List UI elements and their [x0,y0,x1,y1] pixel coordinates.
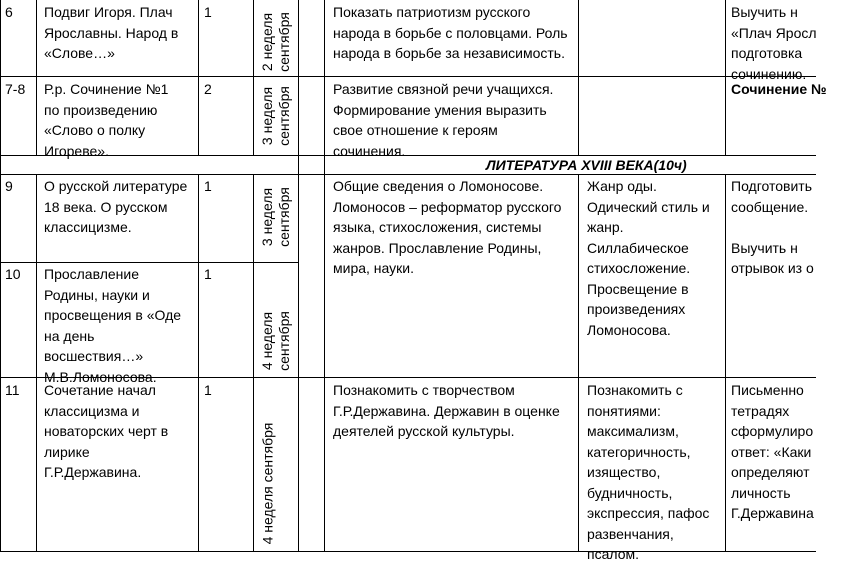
column-border [36,174,37,552]
homework: Подготовить сообщение. Выучить н отрывок из о [731,178,814,276]
row-border [0,174,816,175]
lesson-goal: Общие сведения о Ломоносове. Ломоносов – реформатор русского языка, стихосложения, системы жанров. Прославление Родины, мира, науки. [333,178,562,276]
column-border [253,0,254,156]
lesson-topic: Сочетание начал классицизма и новаторских черт в лирике Г.Р.Державина. [44,382,169,480]
hours-count: 1 [204,178,212,194]
hours-count: 1 [204,266,212,282]
homework: Письменно тетрадях сформулиро ответ: «Каки определяют личность Г.Державина [731,382,814,521]
column-border [324,0,325,552]
hours-count: 2 [204,81,212,97]
theory-concepts: Жанр оды. Одический стиль и жанр. Силлабическое стихосложение. Просвещение в произведениях Ломоносова. [587,178,710,338]
column-border [198,174,199,552]
column-border [298,0,299,552]
lesson-goal: Развитие связной речи учащихся. Формирование умения выразить свое отношение к героям сочинения. [333,81,554,159]
lesson-topic: Р.р. Сочинение №1 по произведению «Слово о полку Игореве». [44,81,169,159]
week-label: 3 неделя сентября [259,86,292,146]
column-border [578,174,579,552]
row-number: 6 [5,4,13,20]
row-border [0,76,816,77]
column-border [253,174,254,552]
column-border [198,0,199,156]
lesson-topic: Прославление Родины, науки и просвещения в «Оде на день восшествия…» М.В.Ломоносова. [44,266,182,385]
column-border [36,0,37,156]
row-number: 9 [5,178,13,194]
lesson-goal: Показать патриотизм русского народа в борьбе с половцами. Роль народа в борьбе за независимость. [333,4,568,61]
week-label: 4 неделя сентября [259,422,276,545]
week-label: 3 неделя сентября [259,187,292,247]
homework: Сочинение № [731,81,827,97]
section-heading: ЛИТЕРАТУРА XVIII ВЕКА(10ч) [486,157,687,173]
week-label: 4 неделя сентября [259,311,292,371]
column-border [725,174,726,552]
column-border [0,0,1,552]
row-number: 10 [5,266,21,282]
lesson-topic: Подвиг Игоря. Плач Ярославны. Народ в «Слове…» [44,4,179,61]
week-label: 2 неделя сентября [259,12,292,72]
hours-count: 1 [204,4,212,20]
hours-count: 1 [204,382,212,398]
row-number: 11 [5,382,20,398]
homework: Выучить н «Плач Яросл подготовка сочинению. [731,4,817,82]
lesson-topic: О русской литературе 18 века. О русском классицизме. [44,178,188,235]
row-number: 7-8 [5,81,26,97]
lesson-goal: Познакомить с творчеством Г.Р.Державина. Державин в оценке деятелей русской культуры. [333,382,560,439]
column-border [725,0,726,156]
theory-concepts: Познакомить с понятиями: максимализм, категоричность, изящество, будничность, экспрессия, пафос развенчания, псалом. [587,382,710,562]
column-border [578,0,579,156]
